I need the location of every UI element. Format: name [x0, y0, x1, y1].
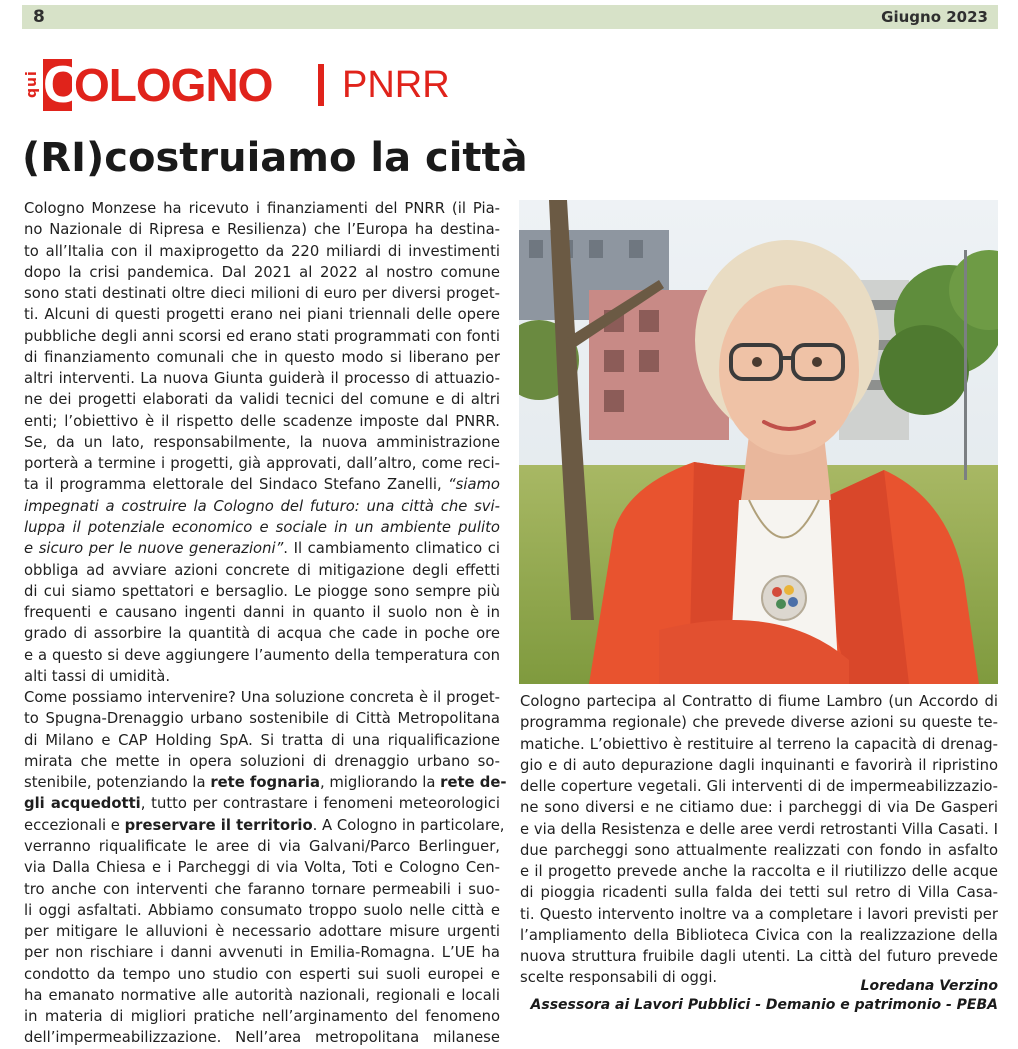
text-line — [24, 623, 500, 644]
text-run: via Dalla Chiesa e i Parcheggi di via Volta, Toti e Cologno Cen- — [24, 859, 500, 877]
text-line — [24, 411, 500, 432]
text-run: to all’Italia con il maxiprogetto da 220 miliardi di investimenti — [24, 242, 500, 260]
text-run: due parcheggi sono attualmente realizzati con fondo in asfalto — [520, 841, 998, 859]
text-run: delle coperture vegetali. Gli interventi di de impermeabilizzazio- — [520, 778, 998, 796]
text-line — [24, 964, 500, 985]
masthead — [24, 56, 624, 112]
text-run: Come possiamo intervenire? Una soluzione concreta è il proget- — [24, 689, 500, 707]
text-run: , migliorando la — [319, 774, 441, 792]
text-run: scelte responsabili di oggi. — [520, 969, 718, 987]
text-line — [24, 368, 500, 389]
text-line — [24, 347, 500, 368]
text-line — [520, 776, 998, 797]
text-run: in materia di migliori pratiche nell’arginamento del fenomeno — [24, 1008, 500, 1026]
masthead-separator — [318, 64, 324, 106]
text-run: frequenti e causano ingenti danni in quanto il suolo non è in — [24, 604, 500, 622]
text-line — [24, 198, 500, 219]
text-line — [520, 861, 998, 882]
text-run: ta il programma elettorale del Sindaco Stefano Zanelli, — [24, 476, 448, 494]
text-line — [520, 946, 998, 967]
issue-date: Giugno 2023 — [881, 8, 988, 26]
text-run: no Nazionale di Ripresa e Resilienza) che l’Europa ha destina- — [24, 221, 500, 239]
text-run: enti; l’obiettivo è il rispetto delle scadenze imposte dal PNRR. — [24, 412, 500, 430]
text-line — [24, 687, 500, 708]
text-line — [520, 755, 998, 776]
author-name: Loredana Verzino — [860, 978, 998, 994]
masthead-section: PNRR — [342, 64, 450, 106]
text-line — [24, 900, 500, 921]
text-run: alti tassi di umidità. — [24, 667, 171, 685]
text-run: tro anche con interventi che faranno tornare permeabili i suo- — [24, 880, 500, 898]
text-run: nuova struttura fruibile dagli utenti. La città del futuro prevede — [520, 948, 998, 966]
italic-quote: impegnati a costruire la Cologno del futuro: una città che svi- — [24, 497, 500, 515]
text-run: Cologno partecipa al Contratto di fiume Lambro (un Accordo di — [520, 693, 998, 710]
text-line — [24, 645, 500, 666]
text-line — [24, 730, 500, 751]
italic-quote: e sicuro per le nuove generazioni” — [24, 540, 284, 558]
text-run: mirata che mette in opera soluzioni di drenaggio urbano so- — [24, 752, 500, 770]
text-run: dopo la crisi pandemica. Dal 2021 al 2022 al nostro comune — [24, 263, 500, 281]
text-line — [24, 432, 500, 453]
text-run: e il progetto prevede anche la raccolta e il riutilizzo delle acque — [520, 863, 998, 881]
text-line — [520, 904, 998, 925]
text-line — [24, 751, 500, 772]
text-run: gio e di auto depurazione dagli inquinanti e favorirà il ripristino — [520, 756, 998, 774]
masthead-c-letter: C — [43, 56, 81, 114]
text-line — [24, 219, 500, 240]
bold-text: rete de- — [440, 774, 507, 792]
text-run: to Spugna-Drenaggio urbano sostenibile di Città Metropolitana — [24, 710, 500, 728]
text-run: e a questo si deve aggiungere l’aumento della temperatura con — [24, 646, 500, 664]
text-line — [24, 581, 500, 602]
text-line — [24, 942, 500, 963]
text-run: eccezionali e — [24, 816, 125, 834]
text-line — [24, 793, 500, 814]
text-line — [24, 772, 507, 793]
text-run: programma regionale) che prevede diverse azioni su queste te- — [520, 714, 998, 732]
text-line — [24, 708, 500, 729]
text-line — [24, 538, 500, 559]
bold-text: gli acquedotti — [24, 795, 141, 813]
text-line — [24, 836, 500, 857]
text-line — [520, 819, 998, 840]
text-run: per mitigare le alluvioni è necessario adottare misure urgenti — [24, 923, 500, 941]
text-line — [520, 882, 998, 903]
portrait-illustration — [519, 200, 998, 684]
text-run: matiche. L’obiettivo è restituire al terreno la capacità di drenag- — [520, 735, 998, 753]
page-number: 8 — [33, 7, 45, 27]
text-line — [520, 691, 998, 712]
page-header-bar — [22, 5, 998, 29]
text-line — [24, 496, 500, 517]
text-run: obbliga ad avviare azioni concrete di mitigazione degli effetti — [24, 561, 500, 579]
text-run: ne dei progetti elaborati da validi tecnici del comune e di altri — [24, 391, 500, 409]
author-role: Assessora ai Lavori Pubblici - Demanio e patrimonio - PEBA — [530, 997, 998, 1013]
text-line — [24, 1006, 500, 1027]
text-run: porterà a termine i progetti, già approvati, dall’altro, come reci- — [24, 455, 500, 473]
text-run: Cologno Monzese ha ricevuto i finanziamenti del PNRR (il Pia- — [24, 200, 500, 217]
text-run: ha emanato normative alle autorità nazionali, regionali e locali — [24, 986, 500, 1004]
text-line — [520, 925, 998, 946]
text-run: condotto da tempo uno studio con esperti sui suoli europei e — [24, 965, 500, 983]
italic-quote: “siamo — [447, 476, 500, 494]
text-line — [24, 815, 505, 836]
text-line — [24, 262, 500, 283]
text-line — [24, 326, 500, 347]
text-line — [24, 560, 500, 581]
text-run: pubbliche degli anni scorsi ed erano stati programmati con fonti — [24, 327, 500, 345]
text-run: verranno riqualificate le aree di via Galvani/Parco Berlinguer, — [24, 837, 500, 855]
text-run: di Milano e CAP Holding SpA. Si tratta di una riqualificazione — [24, 731, 500, 749]
text-run: per non rischiare i danni avvenuti in Emilia-Romagna. L’UE ha — [24, 944, 500, 962]
text-run: di pioggia ricadenti sulla falda dei tetti sul retro di Villa Casa- — [520, 884, 998, 902]
text-run: . Il cambiamento climatico ci — [283, 540, 500, 558]
text-line — [520, 734, 998, 755]
text-line — [24, 283, 500, 304]
text-line — [520, 797, 998, 818]
text-line — [24, 474, 500, 495]
text-line — [520, 712, 998, 733]
text-run: stenibile, potenziando la — [24, 774, 211, 792]
text-line — [24, 857, 500, 878]
masthead-qui: qui — [24, 70, 40, 98]
bold-text: preservare il territorio — [124, 816, 313, 834]
article-body-column-2 — [520, 691, 998, 989]
text-run: Se, da un lato, responsabilmente, la nuova amministrazione — [24, 433, 500, 451]
bold-text: rete fognaria — [210, 774, 320, 792]
text-run: di finanziamento comunali che in questo modo si liberano per — [24, 348, 500, 366]
text-run: dell’impermeabilizzazione. Nell’area metropolitana milanese — [24, 1029, 500, 1047]
text-line — [24, 389, 500, 410]
italic-quote: luppa il potenziale economico e sociale in un ambiente pulito — [24, 518, 500, 536]
text-run: altri interventi. La nuova Giunta guiderà il processo di attuazio- — [24, 370, 500, 388]
text-line — [24, 1027, 500, 1048]
text-run: grado di assorbire la quantità di acqua che cade in poche ore — [24, 625, 500, 643]
text-run: li oggi asfaltati. Abbiamo consumato troppo suolo nelle città e — [24, 901, 500, 919]
portrait-photo — [519, 200, 998, 684]
text-run: di cui siamo spettatori e bersaglio. Le piogge sono sempre più — [24, 582, 500, 600]
text-line — [24, 985, 500, 1006]
text-line — [24, 517, 500, 538]
text-run: sono stati destinati oltre dieci milioni di euro per diversi proget- — [24, 285, 500, 303]
text-line — [24, 241, 500, 262]
text-run: l’ampliamento della Biblioteca Civica con la realizzazione della — [520, 926, 998, 944]
text-line — [520, 840, 998, 861]
text-line — [24, 666, 500, 687]
text-run: ti. Questo intervento inoltre va a completare i lavori previsti per — [520, 905, 998, 923]
text-line — [24, 879, 500, 900]
masthead-brand: OLOGNO — [74, 59, 273, 111]
text-run: , tutto per contrastare i fenomeni meteorologici — [140, 795, 500, 813]
article-body-column-1 — [24, 198, 507, 1049]
text-run: ti. Alcuni di questi progetti erano nei piani triennali delle opere — [24, 306, 500, 324]
text-line — [24, 921, 500, 942]
text-run: ne sono diversi e ne citiamo due: i parcheggi di via De Gasperi — [520, 799, 998, 817]
text-line — [24, 304, 500, 325]
text-run: e via della Resistenza e delle aree verdi retrostanti Villa Casati. I — [520, 820, 998, 838]
text-line — [24, 602, 500, 623]
article-headline: (RI)costruiamo la città — [22, 135, 528, 181]
text-line — [24, 453, 500, 474]
text-run: . A Cologno in particolare, — [312, 816, 505, 834]
